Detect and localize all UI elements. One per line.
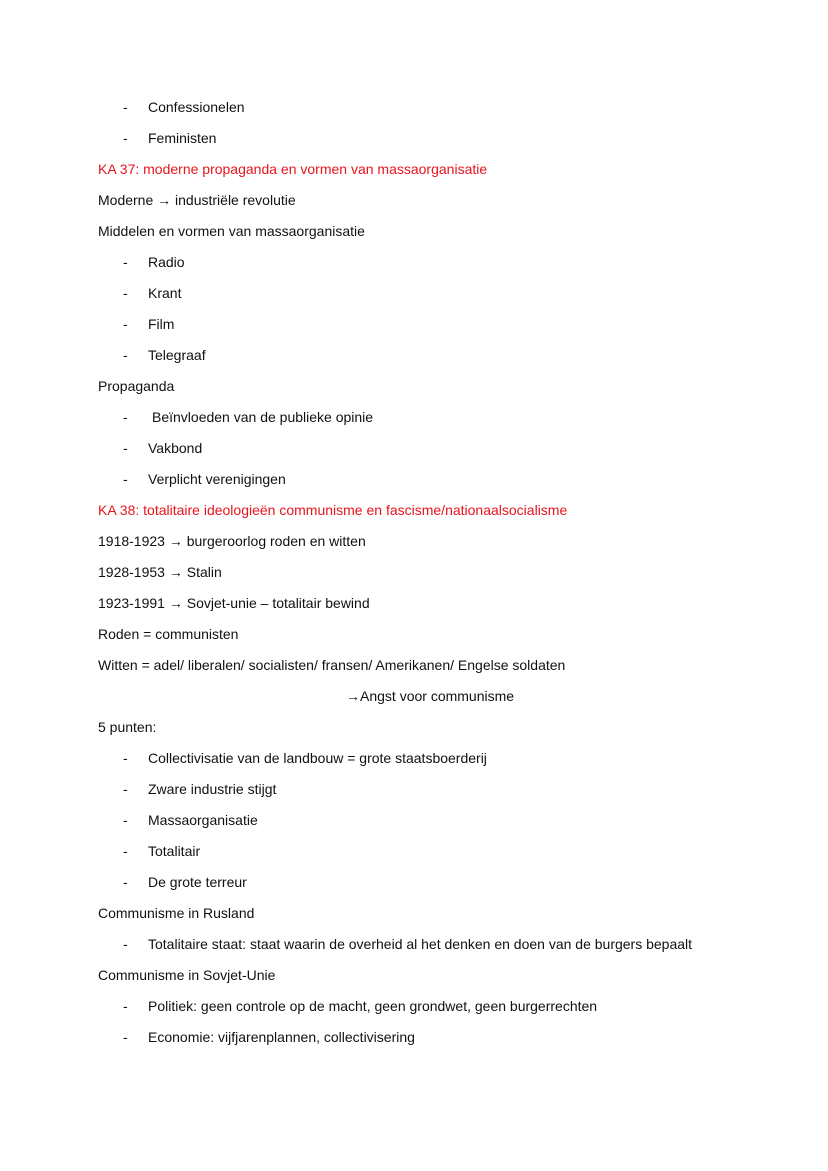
bullet-item: [0, 774, 828, 805]
bullet-item: [0, 464, 828, 495]
bullet-dash: -: [123, 316, 128, 332]
bullet-dash: -: [123, 409, 128, 425]
bullet-dash: -: [123, 130, 128, 146]
section-heading-ka38: KA 38: totalitaire ideologieën communisme en fascisme/nationaalsocialisme: [98, 502, 568, 518]
bullet-dash: -: [123, 99, 128, 115]
bullet-dash: -: [123, 750, 128, 766]
bullet-text: De grote terreur: [148, 874, 247, 890]
bullet-dash: -: [123, 347, 128, 363]
paragraph: Middelen en vormen van massaorganisatie: [98, 223, 365, 239]
bullet-text: Zware industrie stijgt: [148, 781, 277, 797]
bullet-text: Massaorganisatie: [148, 812, 258, 828]
bullet-item: [0, 991, 828, 1022]
paragraph: 1923-1991 → Sovjet-unie – totalitair bewind: [98, 595, 370, 611]
paragraph: 5 punten:: [98, 719, 157, 735]
bullet-text: Radio: [148, 254, 185, 270]
bullet-item: [0, 309, 828, 340]
bullet-dash: -: [123, 285, 128, 301]
paragraph: Propaganda: [98, 378, 175, 394]
bullet-text: Totalitair: [148, 843, 201, 859]
bullet-text: Vakbond: [148, 440, 203, 456]
bullet-dash: -: [123, 843, 128, 859]
bullet-item: [0, 867, 828, 898]
bullet-text: Film: [148, 316, 175, 332]
bullet-dash: -: [123, 998, 128, 1014]
bullet-text: Confessionelen: [148, 99, 245, 115]
bullet-dash: -: [123, 781, 128, 797]
bullet-dash: -: [123, 440, 128, 456]
bullet-text: Beïnvloeden van de publieke opinie: [152, 409, 374, 425]
document-page: [0, 92, 828, 1053]
bullet-item: [0, 805, 828, 836]
bullet-item: [0, 123, 828, 154]
section-heading-ka37: KA 37: moderne propaganda en vormen van massaorganisatie: [98, 161, 488, 177]
bullet-item: [0, 433, 828, 464]
paragraph: Witten = adel/ liberalen/ socialisten/ fransen/ Amerikanen/ Engelse soldaten: [98, 657, 566, 673]
indented-note: →Angst voor communisme: [346, 688, 515, 704]
paragraph: Communisme in Sovjet-Unie: [98, 967, 276, 983]
bullet-dash: -: [123, 812, 128, 828]
paragraph: Moderne → industriële revolutie: [98, 192, 296, 208]
paragraph: 1918-1923 → burgeroorlog roden en witten: [98, 533, 366, 549]
bullet-item: [0, 92, 828, 123]
bullet-text: Economie: vijfjarenplannen, collectivisering: [148, 1029, 415, 1045]
paragraph: 1928-1953 → Stalin: [98, 564, 222, 580]
bullet-item: [0, 836, 828, 867]
bullet-item: [0, 247, 828, 278]
bullet-text: Collectivisatie van de landbouw = grote staatsboerderij: [148, 750, 487, 766]
bullet-text: Verplicht verenigingen: [148, 471, 286, 487]
bullet-text: Krant: [148, 285, 182, 301]
bullet-text: Totalitaire staat: staat waarin de overheid al het denken en doen van de burgers bepaalt: [148, 936, 693, 952]
bullet-text: Politiek: geen controle op de macht, geen grondwet, geen burgerrechten: [148, 998, 598, 1014]
bullet-dash: -: [123, 254, 128, 270]
bullet-item: [0, 743, 828, 774]
paragraph: Roden = communisten: [98, 626, 239, 642]
bullet-dash: -: [123, 936, 128, 952]
bullet-item: [0, 278, 828, 309]
bullet-text: Feministen: [148, 130, 217, 146]
bullet-item: [0, 340, 828, 371]
bullet-dash: -: [123, 874, 128, 890]
bullet-item: [0, 929, 828, 960]
bullet-dash: -: [123, 471, 128, 487]
paragraph: Communisme in Rusland: [98, 905, 255, 921]
bullet-dash: -: [123, 1029, 128, 1045]
bullet-item: [0, 402, 828, 433]
bullet-text: Telegraaf: [148, 347, 206, 363]
bullet-item: [0, 1022, 828, 1053]
